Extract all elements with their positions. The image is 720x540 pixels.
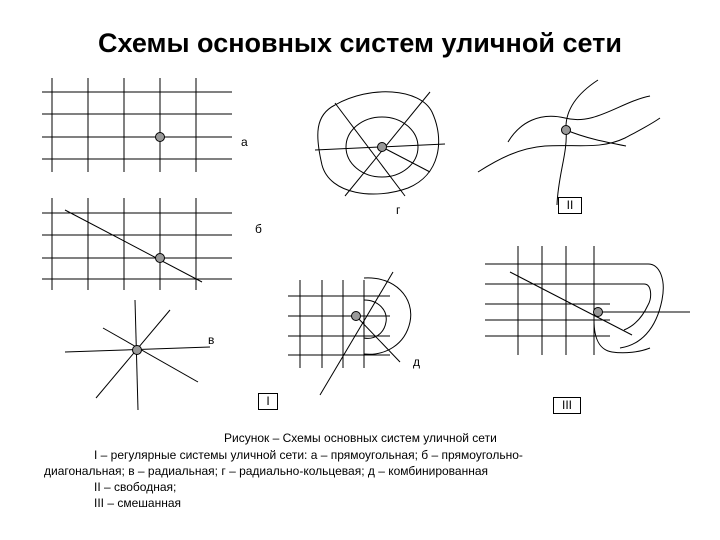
scheme-d-combined xyxy=(288,272,411,395)
caption-line-2: диагональная; в – радиальная; г – радиально-кольцевая; д – комбинированная xyxy=(44,464,488,478)
group-label-ii: II xyxy=(558,197,582,214)
caption-line-3: II – свободная; xyxy=(94,480,177,494)
group-label-i: I xyxy=(258,393,278,410)
label-b: б xyxy=(255,222,262,236)
node-b xyxy=(156,254,165,263)
caption-line-1: I – регулярные системы уличной сети: а – прямоугольная; б – прямоугольно- xyxy=(94,448,523,462)
node-g xyxy=(378,143,387,152)
scheme-ii-free xyxy=(478,80,660,205)
scheme-v-radial xyxy=(65,300,210,410)
node-ii xyxy=(562,126,571,135)
label-a: а xyxy=(241,135,248,149)
node-a xyxy=(156,133,165,142)
label-d: д xyxy=(413,355,421,369)
node-iii xyxy=(594,308,603,317)
group-label-iii: III xyxy=(553,397,581,414)
label-v: в xyxy=(208,333,215,347)
caption-line-4: III – смешанная xyxy=(94,496,181,510)
caption-heading: Рисунок – Схемы основных систем уличной сети xyxy=(224,431,497,445)
scheme-a-rectangular xyxy=(42,78,232,172)
node-v xyxy=(133,346,142,355)
scheme-b-rectangular-diagonal xyxy=(42,198,232,290)
node-d xyxy=(352,312,361,321)
slide-title: Схемы основных систем уличной сети xyxy=(98,28,622,58)
scheme-iii-mixed xyxy=(485,246,690,355)
label-g: г xyxy=(396,203,401,217)
